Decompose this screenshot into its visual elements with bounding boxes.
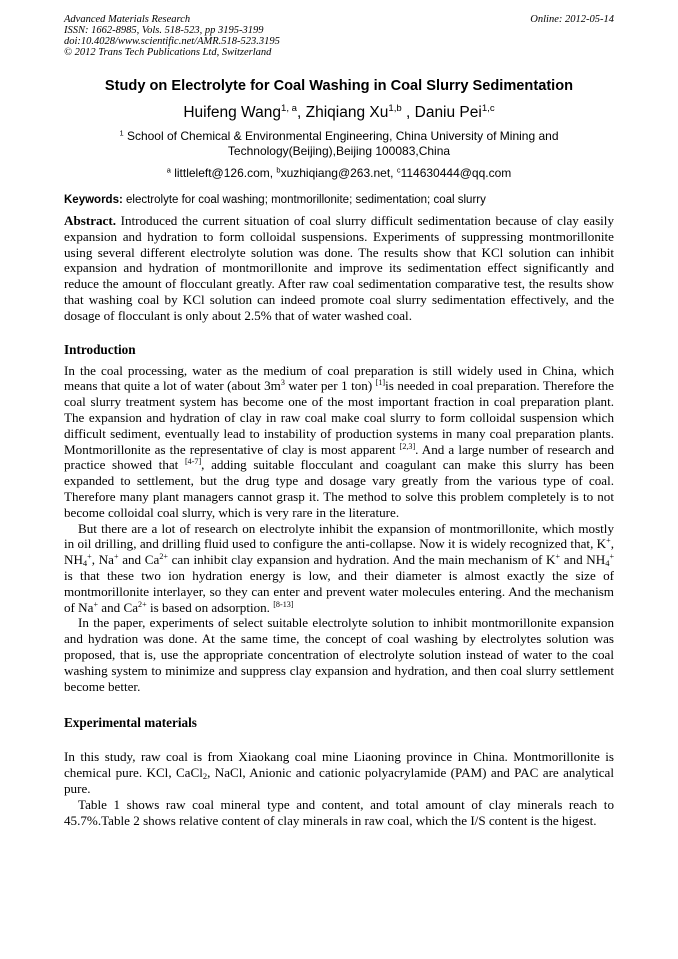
affiliation-mark: 1 — [119, 128, 124, 138]
author-emails: $^a$ littleleft@126.com, $^b$xuzhiqiang@263.net, $^c$114630444@qq.com — [166, 165, 512, 180]
affiliation-line: $^1$ School of Chemical & Environmental Engineering, China University of Mining and — [119, 128, 559, 143]
citation[interactable]: [4-7] — [184, 457, 202, 467]
section-heading-introduction: Introduction — [64, 341, 136, 357]
email-link[interactable]: littleleft@126.com, — [174, 166, 274, 180]
author-affil-mark: 1,b — [388, 103, 402, 115]
abstract — [64, 213, 614, 324]
journal-copyright: © 2012 Trans Tech Publications Ltd, Switzerland — [64, 47, 272, 58]
author-name: Zhiqiang Xu — [305, 104, 389, 121]
journal-doi: doi:10.4028/www.scientific.net/AMR.518-523.3195 — [64, 36, 280, 47]
author-affil-mark: 1,c — [481, 103, 495, 115]
journal-issn: ISSN: 1662-8985, Vols. 518-523, pp 3195-3199 — [64, 25, 264, 36]
experimental-paragraph-1: In this study, raw coal is from Xiaokang coal mine Liaoning province in China. Montmorillonite is chemical pure. KCl, CaCl$_2$, NaCl, Anionic and cationic polyacrylamide (PAM) and PAC are analytical pure. — [64, 749, 614, 796]
journal-header — [64, 14, 614, 58]
author-name: Huifeng Wang — [183, 104, 281, 121]
online-date: Online: 2012-05-14 — [530, 14, 614, 25]
abstract-label: Abstract. — [64, 213, 116, 228]
intro-paragraph-2: But there are a lot of research on electrolyte inhibit the expansion of montmorillonite, which mostly in oil drilling, and drilling fluid used to configure the anti-collapse. Now it is widely recognized that, K+, $NH_4^+$, Na+ and $Ca^{2+}$ can inhibit clay expansion and hydration. And the main mechanism of K+ and $NH_4^+$ is that these two ion hydration energy is low, and their diameter is almost exactly the size of montmorillonite interlayer, so they can enter and prevent water molecules entering. And the mechanism of Na+ and $Ca^{2+}$ is based on adsorption. [8-13] — [64, 520, 615, 615]
email-link[interactable]: xuzhiqiang@263.net, — [280, 166, 394, 180]
paper-page — [64, 14, 614, 828]
citation[interactable]: [2,3] — [399, 441, 416, 451]
experimental-paragraph-2: Table 1 shows raw coal mineral type and content, and total amount of clay minerals reach to 45.7%.Table 2 shows relative content of clay minerals in raw coal, which the I/S content is the higest. — [64, 796, 614, 828]
citation[interactable]: [8-13] — [273, 599, 294, 609]
affiliation — [64, 129, 614, 159]
author-list: Huifeng Wang$^{1, a}$, Zhiqiang Xu$^{1,b}$ , Daniu Pei$^{1,c}$ — [183, 103, 495, 121]
email-link[interactable]: 114630444@qq.com — [400, 166, 512, 180]
intro-paragraph-3: In the paper, experiments of select suitable electrolyte solution to inhibit montmorillonite expansion and hydration was done. At the same time, the concept of coal washing by electrolytes solution was proposed, that is, use the appropriate concentration of electrolyte solution instead of water to the coal washing system to minimize and suppress clay expansion and hydration, and then coal slurry settlement become better. — [64, 615, 614, 694]
citation[interactable]: [1] — [375, 378, 386, 388]
paper-title: Study on Electrolyte for Coal Washing in Coal Slurry Sedimentation — [104, 78, 574, 94]
affiliation-line: Technology(Beijing),Beijing 100083,China — [227, 144, 451, 158]
keywords — [64, 194, 614, 206]
author-name: Daniu Pei — [414, 104, 482, 121]
keywords-text: electrolyte for coal washing; montmorillonite; sedimentation; coal slurry — [126, 194, 486, 206]
author-affil-mark: 1, a — [280, 103, 297, 115]
abstract-text: Introduced the current situation of coal slurry difficult sedimentation because of clay easily expansion and hydration to form colloidal suspensions. Experiments of suppressing montmorillonite using several different electrolyte solution was done. The results show that KCl solution can inhibit expansion and hydration of montmorillonite and improve its sedimentation effect significantly and reduce the amount of flocculant greatly. After raw coal sedimentation comparative test, the results show that washing coal by KCl solution can indeed promote coal slurry sedimentation effectively, and the dosage of flocculant is only about 2.5% that of water washed coal. — [64, 213, 614, 323]
section-heading-experimental-materials: Experimental materials — [64, 715, 197, 731]
keywords-label: Keywords: — [64, 194, 123, 206]
intro-paragraph-1: In the coal processing, water as the medium of coal preparation is still widely used in China, which means that quite a lot of water (about $3m^3$ water per 1 ton) [1]is needed in coal preparation. Therefore the coal slurry treatment system has become one of the most important fraction in coal preparation plant. The expansion and hydration of clay in raw coal make coal slurry to form colloidal suspension which difficult sediment, eventually lead to instability of production systems in many coal preparation plants. Montmorillonite as the representative of clay is most apparent [2,3]. And a large number of research and practice showed that [4-7], adding suitable flocculant and coagulant can make this slurry has been expanded to settlement, but the drug type and dosage vary greatly from the various type of coal. Therefore many plant managers cannot grasp it. The method to solve this problem completely is to not become colloidal coal slurry, which is very rare in the literature. — [64, 362, 615, 520]
journal-name: Advanced Materials Research — [64, 14, 191, 25]
journal-info — [64, 14, 280, 58]
